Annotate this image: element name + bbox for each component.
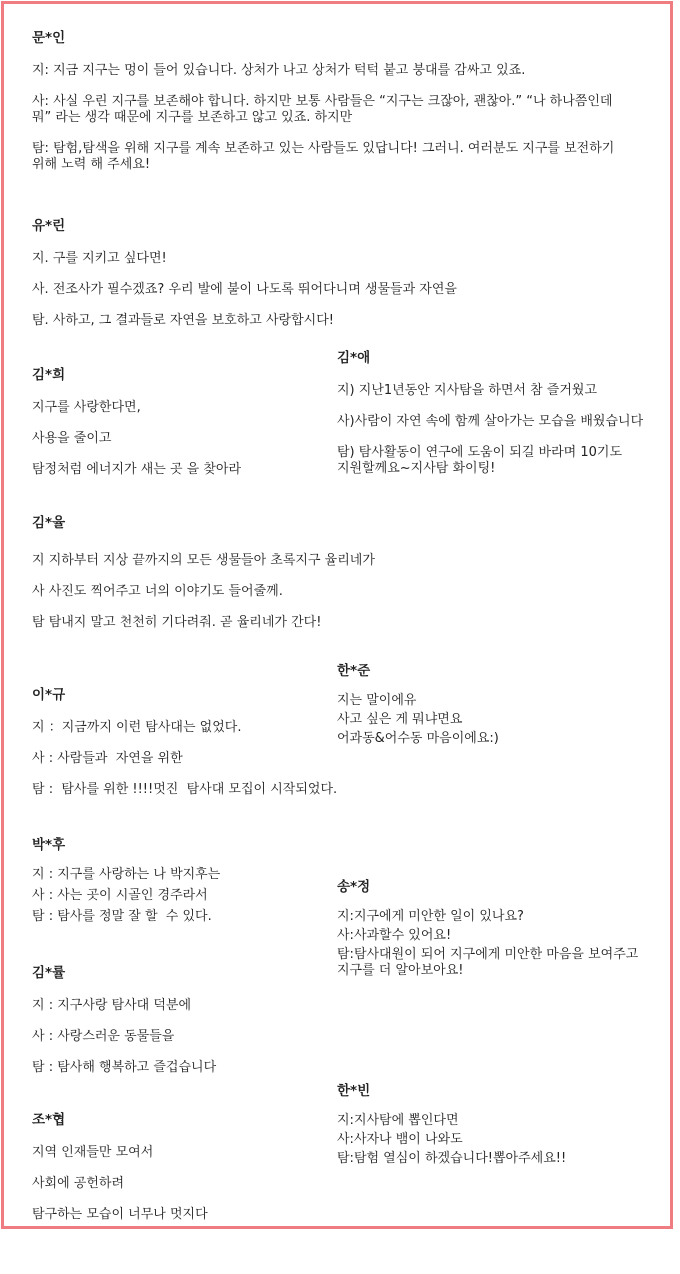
entry-line: 지역 인재들만 모여서 <box>32 1145 154 1160</box>
entry-line: 탐:탐사대원이 되어 지구에게 미안한 마음을 보여주고 지구를 더 알아보아요! <box>337 947 639 978</box>
entry-line: 사 사진도 찍어주고 너의 이야기도 들어줄께. <box>32 584 283 599</box>
entry-block <box>32 687 362 813</box>
entry-line: 지구를 사랑한다면, <box>32 400 141 415</box>
entry-line: 지) 지난1년동안 지사탐을 하면서 참 즐거웠고 <box>337 383 598 398</box>
entry-line: 탐 : 탐사를 위한 !!!!멋진 탐사대 모집이 시작되었다. <box>32 782 338 797</box>
entry-author: 김*애 <box>337 350 371 366</box>
entry-line: 지는 말이에유 <box>337 693 417 708</box>
entry-author: 김*율 <box>32 515 66 531</box>
entry-author: 박*후 <box>32 837 66 853</box>
entry-line: 지 지하부터 지상 끝까지의 모든 생물들아 초록지구 율리네가 <box>32 553 375 568</box>
entry-line: 탐 : 탐사해 행복하고 즐겁습니다 <box>32 1060 217 1075</box>
entry-author: 한*빈 <box>337 1083 371 1099</box>
entry-line: 사. 전조사가 필수겠죠? 우리 발에 불이 나도록 뛰어다니며 생물들과 자연을 <box>32 282 457 297</box>
entry-line: 탐 : 탐사를 정말 잘 할 수 있다. <box>32 909 212 924</box>
entry-line: 탐구하는 모습이 너무나 멋지다 <box>32 1207 208 1222</box>
entry-line: 지 ：지금까지 이런 탐사대는 없었다. <box>32 720 242 735</box>
entry-line: 지. 구를 지키고 싶다면! <box>32 251 167 266</box>
entry-block <box>32 218 662 344</box>
entry-line: 지: 지금 지구는 멍이 들어 있습니다. 상처가 나고 상처가 턱턱 붙고 붕대를 감싸고 있죠. <box>32 63 526 78</box>
entry-line: 사)사람이 자연 속에 함께 살아가는 모습을 배웠습니다 <box>337 414 644 429</box>
entry-line: 지 : 지구사랑 탐사대 덕분에 <box>32 998 192 1013</box>
entry-line: 탐: 탐험,탐색을 위해 지구를 계속 보존하고 있는 사람들도 있답니다! 그러니. 여러분도 지구를 보전하기 위해 노력 해 주세요! <box>32 141 615 172</box>
entry-line: 탐:탐험 열심이 하겠습니다!뽑아주세요!! <box>337 1151 567 1166</box>
entry-line: 사:사과할수 있어요! <box>337 928 452 943</box>
entry-block <box>32 965 332 1091</box>
entry-author: 송*정 <box>337 879 371 895</box>
entry-block <box>32 30 662 188</box>
entry-author: 문*인 <box>32 30 66 46</box>
entry-author: 김*희 <box>32 367 66 383</box>
entry-block <box>32 367 332 493</box>
entry-author: 유*린 <box>32 218 66 234</box>
entry-line: 사:사자나 뱀이 나와도 <box>337 1132 463 1147</box>
entry-line: 지:지사탐에 뽑인다면 <box>337 1113 459 1128</box>
entry-author: 조*협 <box>32 1112 66 1128</box>
entry-block <box>32 515 662 646</box>
entry-block <box>32 1112 332 1238</box>
entry-author: 한*준 <box>337 663 371 679</box>
entry-author: 김*률 <box>32 965 66 981</box>
entry-line: 사: 사실 우린 지구를 보존해야 합니다. 하지만 보통 사람들은 “지구는 크잖아, 괜찮아.” “나 하나쯤인데 뭐” 라는 생각 때문에 지구를 보존하고 않고 있죠. 하지만 <box>32 94 613 125</box>
entry-line: 사회에 공헌하려 <box>32 1176 125 1191</box>
entry-author: 이*규 <box>32 687 66 703</box>
entry-line: 사용을 줄이고 <box>32 431 112 446</box>
entry-line: 사 : 사람들과 자연을 위한 <box>32 751 183 766</box>
entry-line: 탐 탐내지 말고 천천히 기다려줘. 곧 율리네가 간다! <box>32 615 322 630</box>
entry-line: 탐정처럼 에너지가 새는 곳 을 찾아라 <box>32 462 242 477</box>
entry-block <box>337 1083 667 1170</box>
entry-block <box>337 879 667 982</box>
entry-line: 어과동&어수동 마음이에요:) <box>337 731 499 746</box>
entry-block <box>337 663 667 750</box>
entry-line: 지 : 지구를 사랑하는 나 박지후는 <box>32 867 221 882</box>
entry-line: 탐. 사하고, 그 결과들로 자연을 보호하고 사랑합시다! <box>32 313 334 328</box>
entry-line: 지:지구에게 미안한 일이 있나요? <box>337 909 524 924</box>
entry-line: 사 : 사는 곳이 시골인 경주라서 <box>32 888 208 903</box>
entry-line: 사고 싶은 게 뭐냐면요 <box>337 712 463 727</box>
entry-block <box>32 837 332 930</box>
entry-line: 사 : 사랑스러운 동물들을 <box>32 1029 175 1044</box>
entry-line: 탐) 탐사활동이 연구에 도움이 되길 바라며 10기도 지원할께요~지사탐 화이팅! <box>337 445 623 476</box>
entry-block <box>337 350 667 492</box>
